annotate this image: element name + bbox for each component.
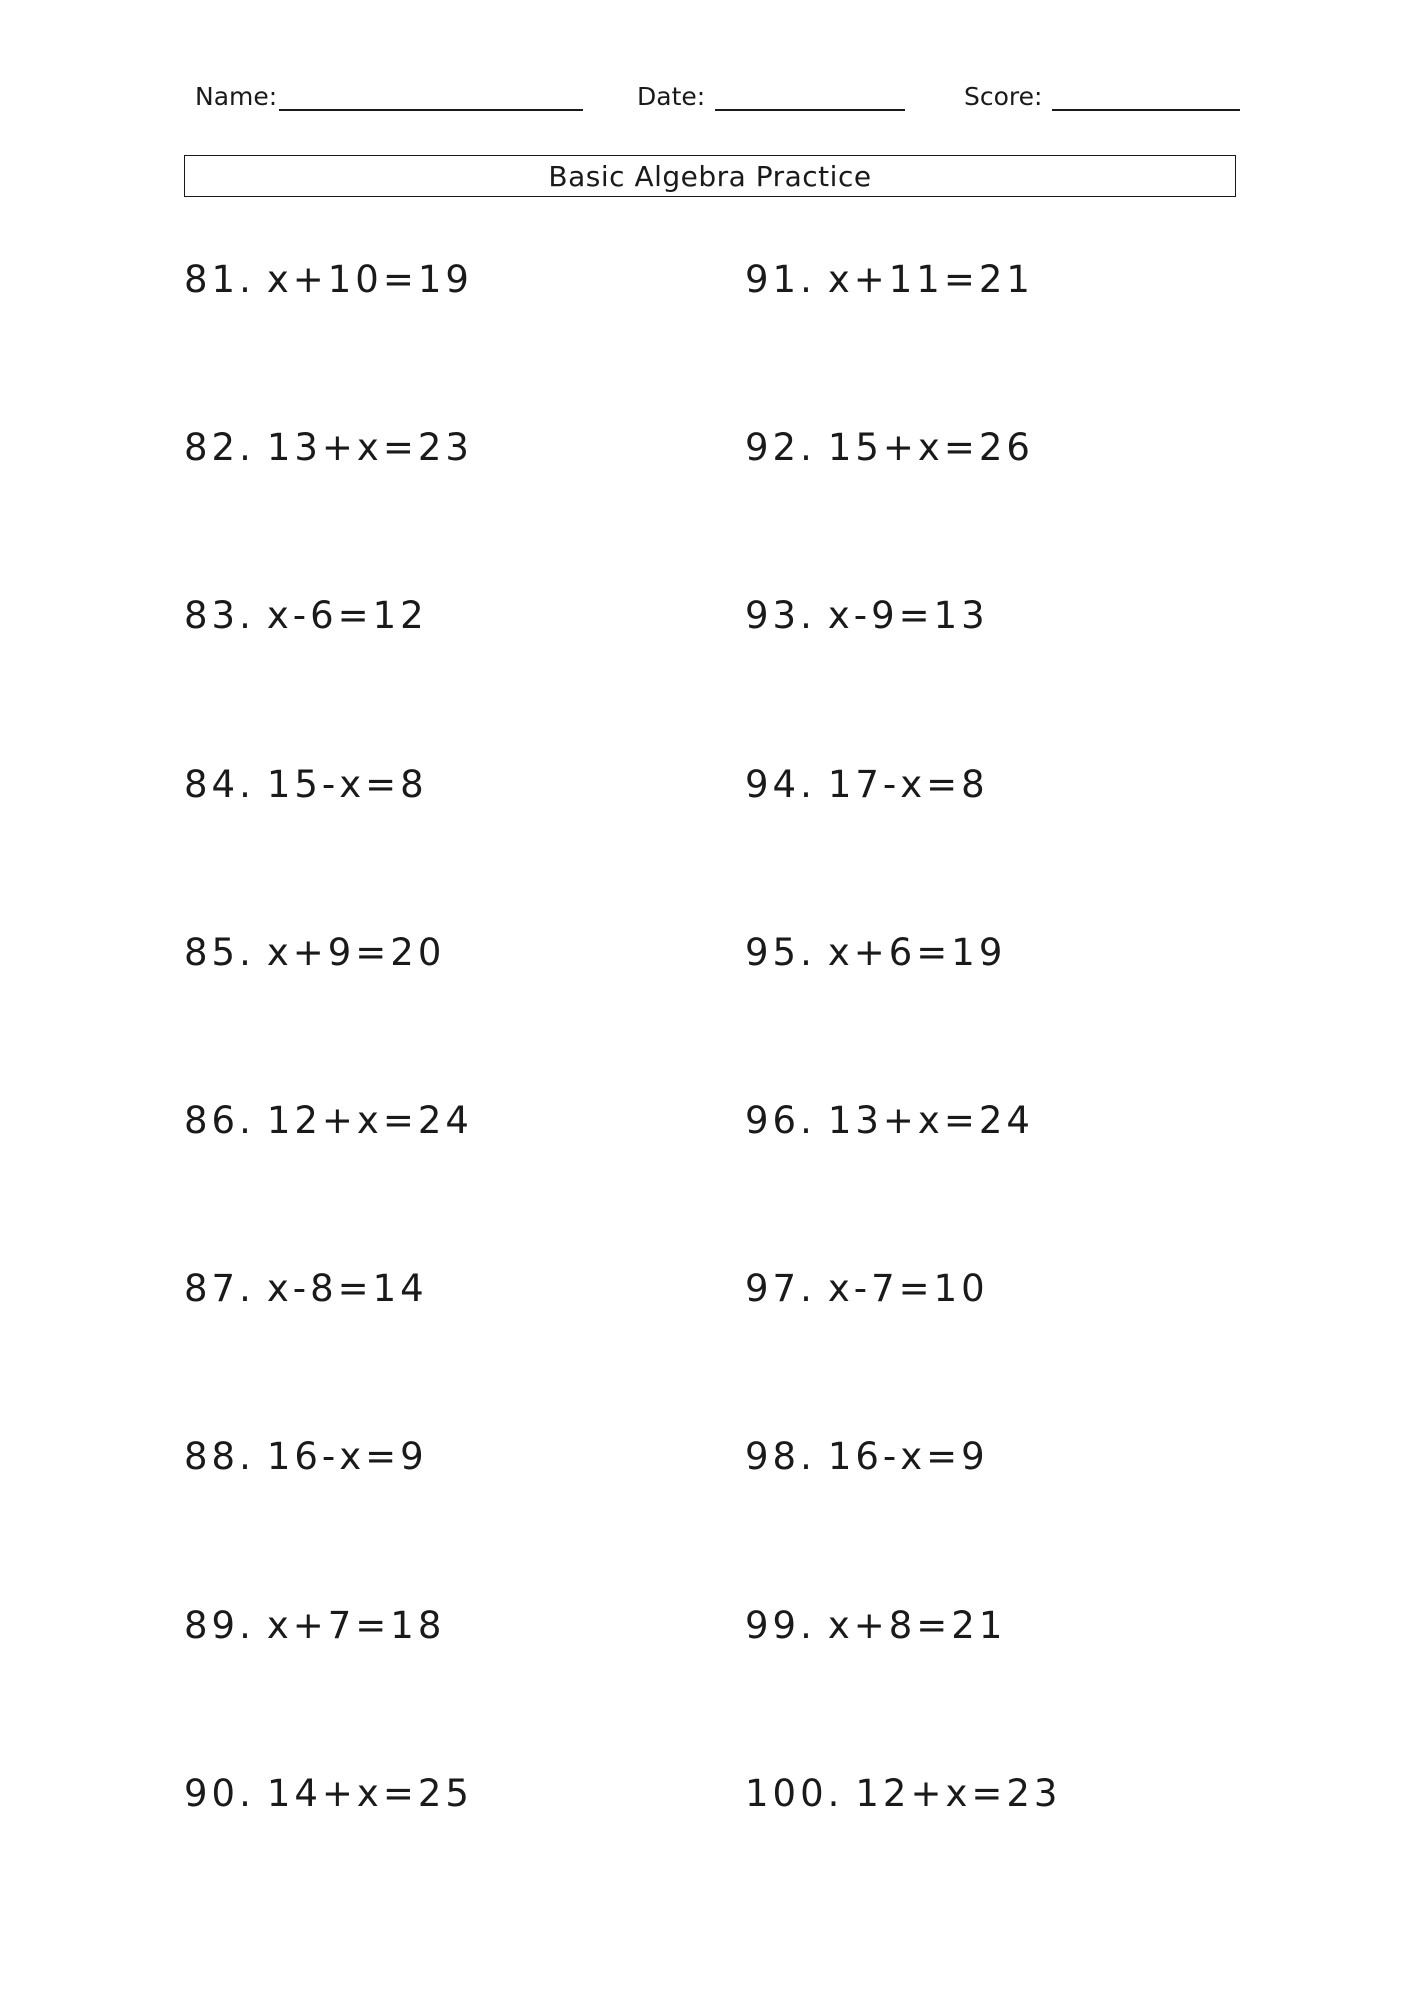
problem-equation: 12+x=24 [266,1099,473,1142]
problem-equation: x+8=21 [827,1604,1007,1647]
problem-number: 85. [184,931,255,974]
date-blank-line[interactable] [715,83,905,111]
score-label: Score: [964,82,1043,111]
problem-item [184,258,473,302]
problem-item [745,426,1034,470]
problem-item [745,931,1006,975]
problem-number: 88. [184,1435,255,1478]
problem-equation: 15+x=26 [827,426,1034,469]
problem-equation: 16-x=9 [827,1435,989,1478]
problem-number: 97. [745,1267,816,1310]
problem-number: 99. [745,1604,816,1647]
score-field[interactable] [964,82,1240,111]
date-label: Date: [637,82,706,111]
problem-number: 90. [184,1772,255,1815]
problem-item [184,594,428,638]
problem-number: 84. [184,763,255,806]
problem-item [745,258,1034,302]
worksheet-header [0,82,1414,122]
problem-equation: x+10=19 [266,258,473,301]
problem-item [184,1267,428,1311]
problem-equation: 17-x=8 [827,763,989,806]
name-blank-line[interactable] [279,83,583,111]
problem-equation: 13+x=23 [266,426,473,469]
problem-item [745,1772,1061,1816]
problem-number: 82. [184,426,255,469]
problem-item [184,763,428,807]
name-field[interactable] [195,82,583,111]
problem-number: 87. [184,1267,255,1310]
problem-number: 95. [745,931,816,974]
problem-item [745,1604,1006,1648]
problem-equation: x+9=20 [266,931,446,974]
problem-equation: 16-x=9 [266,1435,428,1478]
problem-number: 98. [745,1435,816,1478]
problem-item [184,931,445,975]
problem-number: 93. [745,594,816,637]
problem-number: 100. [745,1772,844,1815]
problem-equation: 13+x=24 [827,1099,1034,1142]
problem-number: 86. [184,1099,255,1142]
date-field[interactable] [637,82,905,111]
problem-item [745,1267,989,1311]
problem-item [745,1099,1034,1143]
problem-number: 92. [745,426,816,469]
problem-equation: x-8=14 [266,1267,428,1310]
problem-number: 83. [184,594,255,637]
problem-item [184,1772,473,1816]
problem-item [184,1604,445,1648]
problem-item [184,1099,473,1143]
problem-equation: x+7=18 [266,1604,446,1647]
problem-number: 96. [745,1099,816,1142]
problem-number: 81. [184,258,255,301]
problem-item [745,594,989,638]
problem-equation: x-7=10 [827,1267,989,1310]
problem-number: 91. [745,258,816,301]
worksheet-title-box [184,155,1236,197]
problem-item [745,1435,989,1479]
worksheet-title: Basic Algebra Practice [548,159,872,193]
problem-item [745,763,989,807]
problem-equation: 12+x=23 [855,1772,1062,1815]
problem-equation: x+6=19 [827,931,1007,974]
problem-number: 89. [184,1604,255,1647]
problem-equation: x-9=13 [827,594,989,637]
problem-equation: 15-x=8 [266,763,428,806]
name-label: Name: [195,82,278,111]
problem-number: 94. [745,763,816,806]
problem-equation: x+11=21 [827,258,1034,301]
problem-item [184,1435,428,1479]
problem-item [184,426,473,470]
score-blank-line[interactable] [1052,83,1240,111]
problem-equation: x-6=12 [266,594,428,637]
problem-equation: 14+x=25 [266,1772,473,1815]
